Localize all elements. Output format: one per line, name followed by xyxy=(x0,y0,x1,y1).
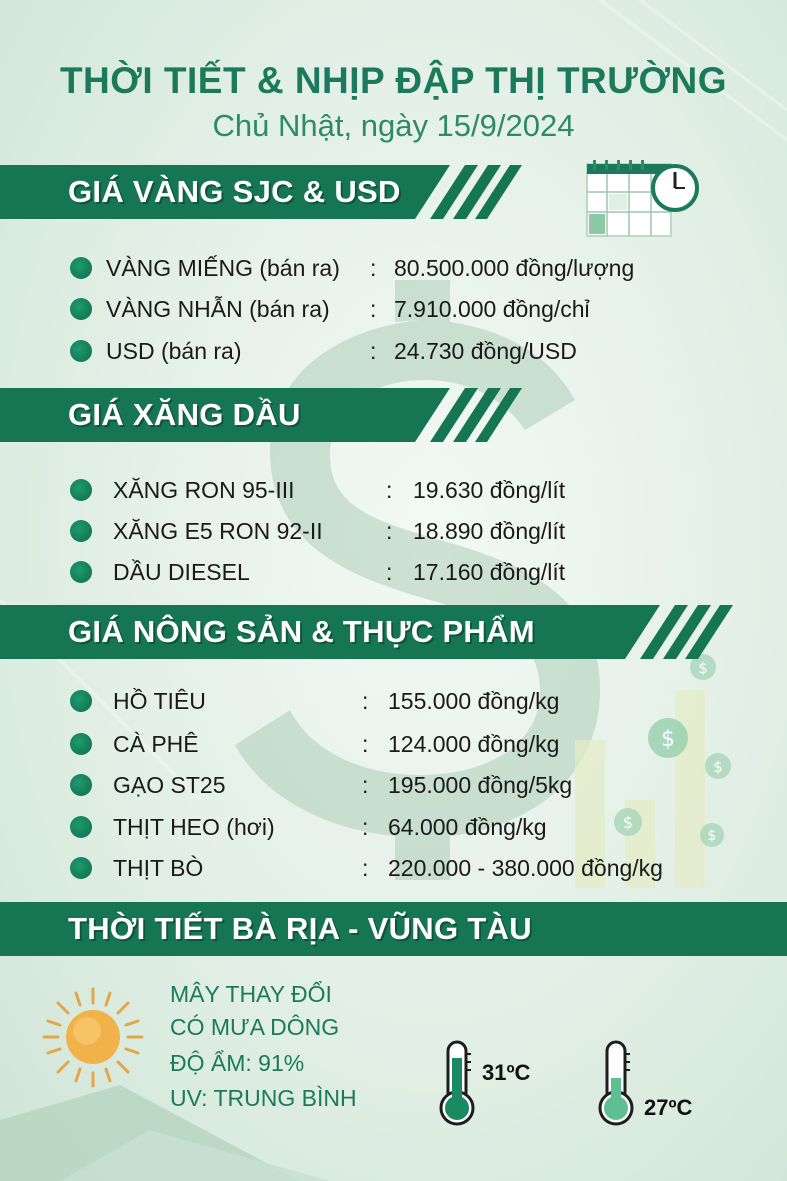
item-label: HỒ TIÊU xyxy=(113,688,206,714)
weather-rain: CÓ MƯA DÔNG xyxy=(170,1014,340,1040)
list-item xyxy=(70,810,710,844)
section-title-fuel: GIÁ XĂNG DẦU xyxy=(68,397,301,432)
section-banner-weather xyxy=(0,902,787,956)
bullet-icon xyxy=(70,774,92,796)
section-banner-gold xyxy=(0,165,530,219)
item-label: VÀNG MIẾNG (bán ra) xyxy=(106,255,340,281)
list-item xyxy=(70,768,710,802)
svg-text:$: $ xyxy=(622,813,634,832)
temperature-low: 27ºC xyxy=(644,1095,693,1120)
weather-humidity: ĐỘ ẨM: 91% xyxy=(170,1050,305,1076)
bullet-icon xyxy=(70,257,92,279)
item-separator: : xyxy=(386,477,393,503)
thermometer-icon xyxy=(433,1038,481,1128)
item-value: 124.000 đồng/kg xyxy=(388,731,560,757)
item-value: 24.730 đồng/USD xyxy=(394,338,577,364)
item-value: 17.160 đồng/lít xyxy=(413,559,566,585)
item-label: GẠO ST25 xyxy=(113,772,226,798)
item-value: 155.000 đồng/kg xyxy=(388,688,560,714)
item-separator: : xyxy=(370,255,377,281)
page-title: THỜI TIẾT & NHỊP ĐẬP THỊ TRƯỜNG xyxy=(59,60,728,101)
list-item xyxy=(70,684,710,718)
bullet-icon xyxy=(70,340,92,362)
item-label: DẦU DIESEL xyxy=(113,559,250,585)
bullet-icon xyxy=(70,690,92,712)
section-title-agri: GIÁ NÔNG SẢN & THỰC PHẨM xyxy=(68,614,535,649)
item-separator: : xyxy=(362,731,369,757)
item-label: XĂNG E5 RON 92-II xyxy=(113,518,323,544)
weather-uv: UV: TRUNG BÌNH xyxy=(170,1085,357,1111)
list-item xyxy=(70,334,690,368)
section-title-gold: GIÁ VÀNG SJC & USD xyxy=(68,174,401,209)
item-value: 220.000 - 380.000 đồng/kg xyxy=(388,855,663,881)
sun-icon xyxy=(38,985,148,1090)
item-value: 80.500.000 đồng/lượng xyxy=(394,255,635,281)
bullet-icon xyxy=(70,298,92,320)
temperature-high: 31ºC xyxy=(482,1060,531,1085)
list-item xyxy=(70,473,690,507)
list-item xyxy=(70,514,690,548)
section-banner-fuel xyxy=(0,388,530,442)
item-separator: : xyxy=(362,855,369,881)
list-item xyxy=(70,851,730,885)
svg-text:$: $ xyxy=(707,828,717,844)
item-value: 195.000 đồng/5kg xyxy=(388,772,573,798)
item-value: 19.630 đồng/lít xyxy=(413,477,566,503)
bullet-icon xyxy=(70,816,92,838)
list-item xyxy=(70,251,690,285)
item-label: CÀ PHÊ xyxy=(113,731,199,757)
section-title-weather: THỜI TIẾT BÀ RỊA - VŨNG TÀU xyxy=(68,911,532,946)
item-label: XĂNG RON 95-III xyxy=(113,477,295,503)
item-label: THỊT HEO (hơi) xyxy=(113,814,275,840)
list-item xyxy=(70,727,710,761)
list-item xyxy=(70,292,690,326)
item-separator: : xyxy=(386,518,393,544)
thermometer-icon xyxy=(592,1038,640,1128)
bullet-icon xyxy=(70,561,92,583)
weather-condition: MÂY THAY ĐỔI xyxy=(170,981,332,1007)
item-separator: : xyxy=(362,814,369,840)
list-item xyxy=(70,555,690,589)
section-banner-agri xyxy=(0,605,740,659)
item-separator: : xyxy=(362,772,369,798)
item-label: VÀNG NHẪN (bán ra) xyxy=(106,296,330,322)
calendar-clock-icon xyxy=(585,160,703,240)
item-separator: : xyxy=(370,338,377,364)
bullet-icon xyxy=(70,857,92,879)
item-label: THỊT BÒ xyxy=(113,855,204,881)
bullet-icon xyxy=(70,520,92,542)
item-separator: : xyxy=(386,559,393,585)
svg-text:$: $ xyxy=(698,659,708,677)
svg-text:$: $ xyxy=(713,758,723,776)
bullet-icon xyxy=(70,733,92,755)
page-subtitle: Chủ Nhật, ngày 15/9/2024 xyxy=(212,108,575,143)
item-separator: : xyxy=(370,296,377,322)
bullet-icon xyxy=(70,479,92,501)
item-value: 7.910.000 đồng/chỉ xyxy=(394,296,590,322)
svg-text:$: $ xyxy=(661,727,675,752)
item-separator: : xyxy=(362,688,369,714)
item-value: 64.000 đồng/kg xyxy=(388,814,547,840)
item-value: 18.890 đồng/lít xyxy=(413,518,566,544)
item-label: USD (bán ra) xyxy=(106,338,242,364)
